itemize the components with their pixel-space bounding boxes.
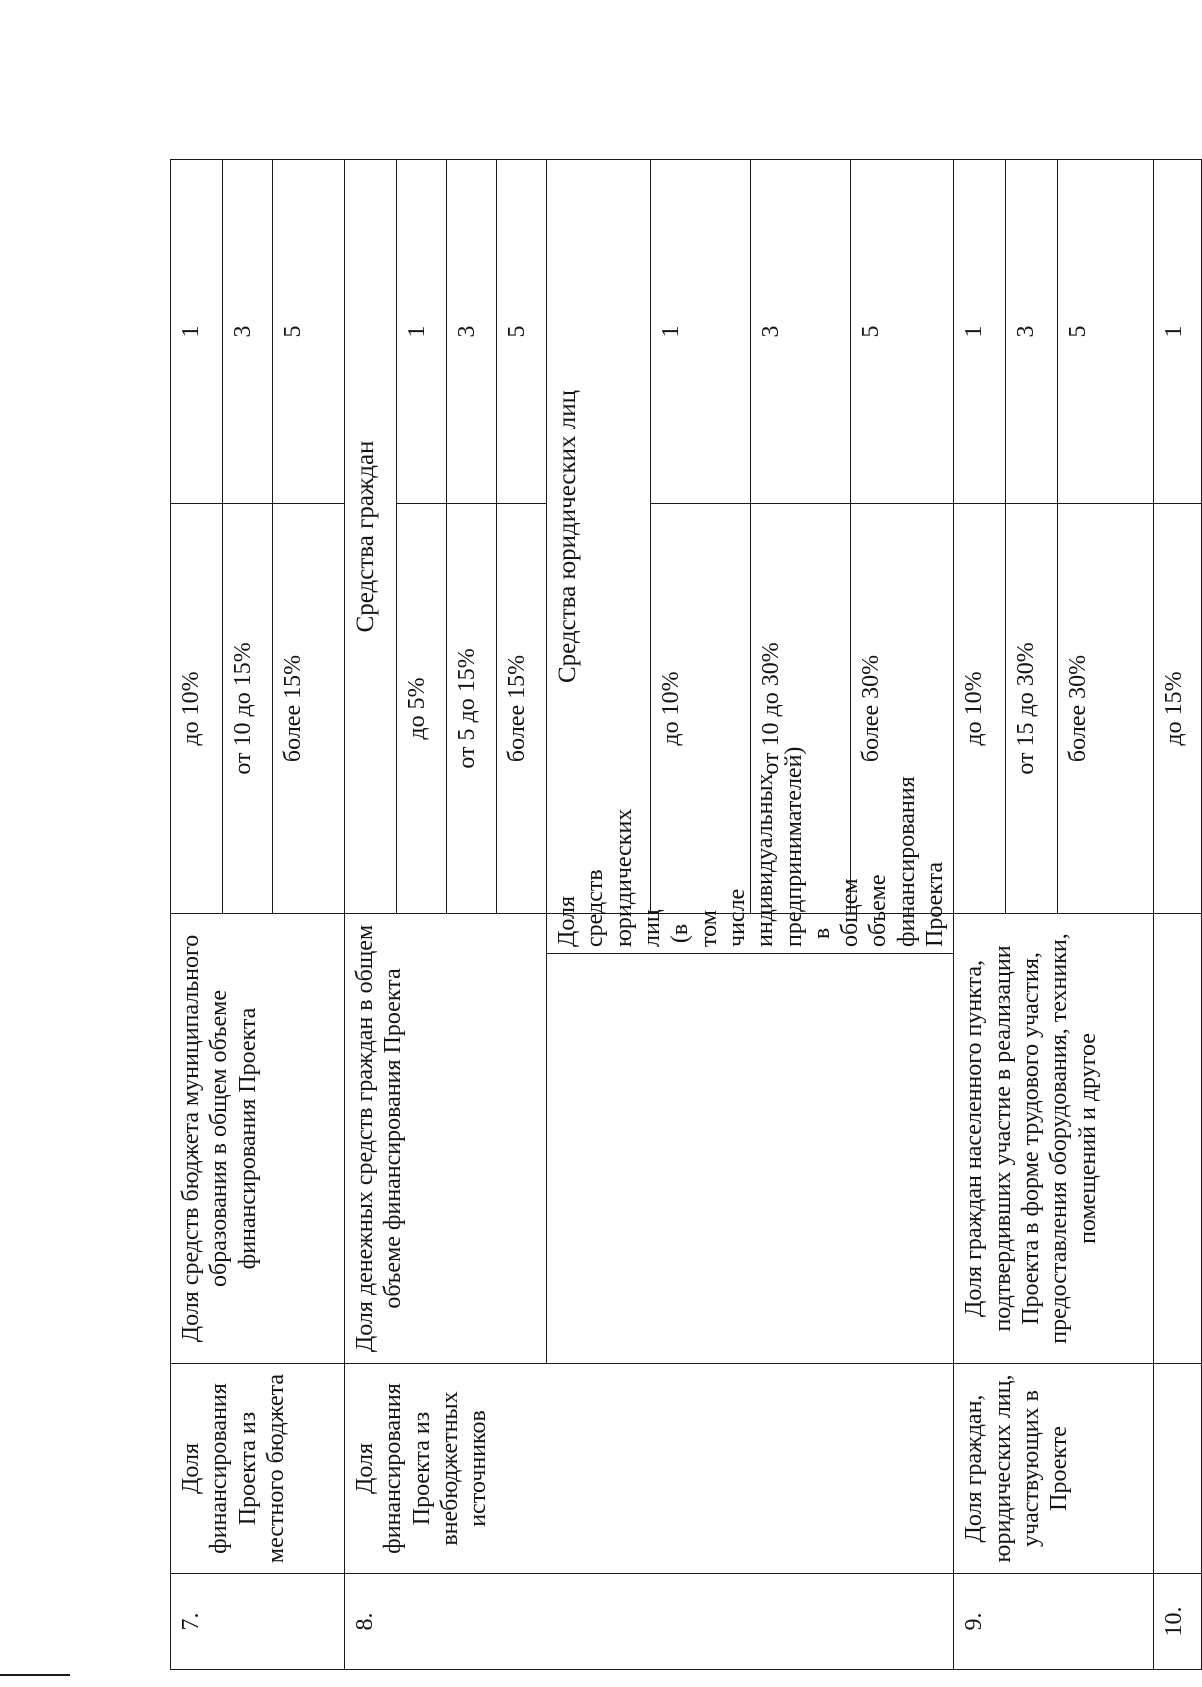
row-8-number: 8. [345,1574,954,1670]
row-8-group-2-option-2-range: от 10 до 30% [750,503,850,913]
row-7-option-1-score: 1 [171,159,223,503]
row-7-number: 7. [171,1574,345,1670]
row-7-option-2-range: от 10 до 15% [223,503,273,913]
row-10-criterion-name [1154,1364,1202,1574]
row-9-option-3-range: более 30% [1058,503,1154,913]
scan-edge-mark [0,1674,70,1676]
row-10-description [1154,913,1202,1363]
row-8-group-1-option-2-range: от 5 до 15% [447,503,497,913]
row-10-option-1-range: до 15% [1154,503,1202,913]
row-8-criterion-name: Доля финансирования Проекта из внебюджетных источников [345,1364,954,1574]
row-8-group-1-option-2-score: 3 [447,159,497,503]
row-8-group-1-option-1-score: 1 [397,159,447,503]
rotated-criteria-table [170,160,1188,1670]
row-9-criterion-name: Доля граждан, юридических лиц, участвующих в Проекте [954,1364,1154,1574]
row-10-number: 10. [1154,1574,1202,1670]
criteria-table [170,159,1202,1670]
row-9-option-2-range: от 15 до 30% [1006,503,1058,913]
row-7-criterion-name: Доля финансирования Проекта из местного бюджета [171,1364,345,1574]
row-8-group-2-option-3-range: более 30% [850,503,954,913]
row-9-description: Доля граждан населенного пункта, подтвердивших участие в реализации Проекта в форме трудового участия, предоставления оборудования, техники, помещений и другое [954,913,1154,1363]
row-10-option-1-score: 1 [1154,159,1202,503]
row-8-group-1-option-1-range: до 5% [397,503,447,913]
row-9-option-1-range: до 10% [954,503,1006,913]
row-8-group-2-option-1-range: до 10% [650,503,750,913]
row-9-number: 9. [954,1574,1154,1670]
row-8-group-2-option-3-score: 5 [850,159,954,503]
row-7-option-2-score: 3 [223,159,273,503]
row-8-group-1-description: Доля денежных средств граждан в общем объеме финансирования Проекта [345,913,547,1363]
row-7-option-3-score: 5 [273,159,345,503]
row-7-option-3-range: более 15% [273,503,345,913]
row-8-group-1-option-3-range: более 15% [497,503,547,913]
row-8-group-2-option-1-score: 1 [650,159,750,503]
row-8-group-2-option-2-score: 3 [750,159,850,503]
row-9-option-1-score: 1 [954,159,1006,503]
row-7-description: Доля средств бюджета муниципального образования в общем объеме финансирования Проекта [171,913,345,1363]
row-9-option-2-score: 3 [1006,159,1058,503]
row-8-group-2-heading: Средства юридических лиц [547,159,651,913]
row-9-option-3-score: 5 [1058,159,1154,503]
row-8-group-2-description: Доля средств юридических лиц (в том числе индивидуальных предпринимателей) в общем объеме финансирования Проекта [547,913,954,953]
row-7-option-1-range: до 10% [171,503,223,913]
row-8-group-1-heading: Средства граждан [345,159,397,913]
row-8-group-2-spacer [547,954,954,1364]
row-8-group-1-option-3-score: 5 [497,159,547,503]
